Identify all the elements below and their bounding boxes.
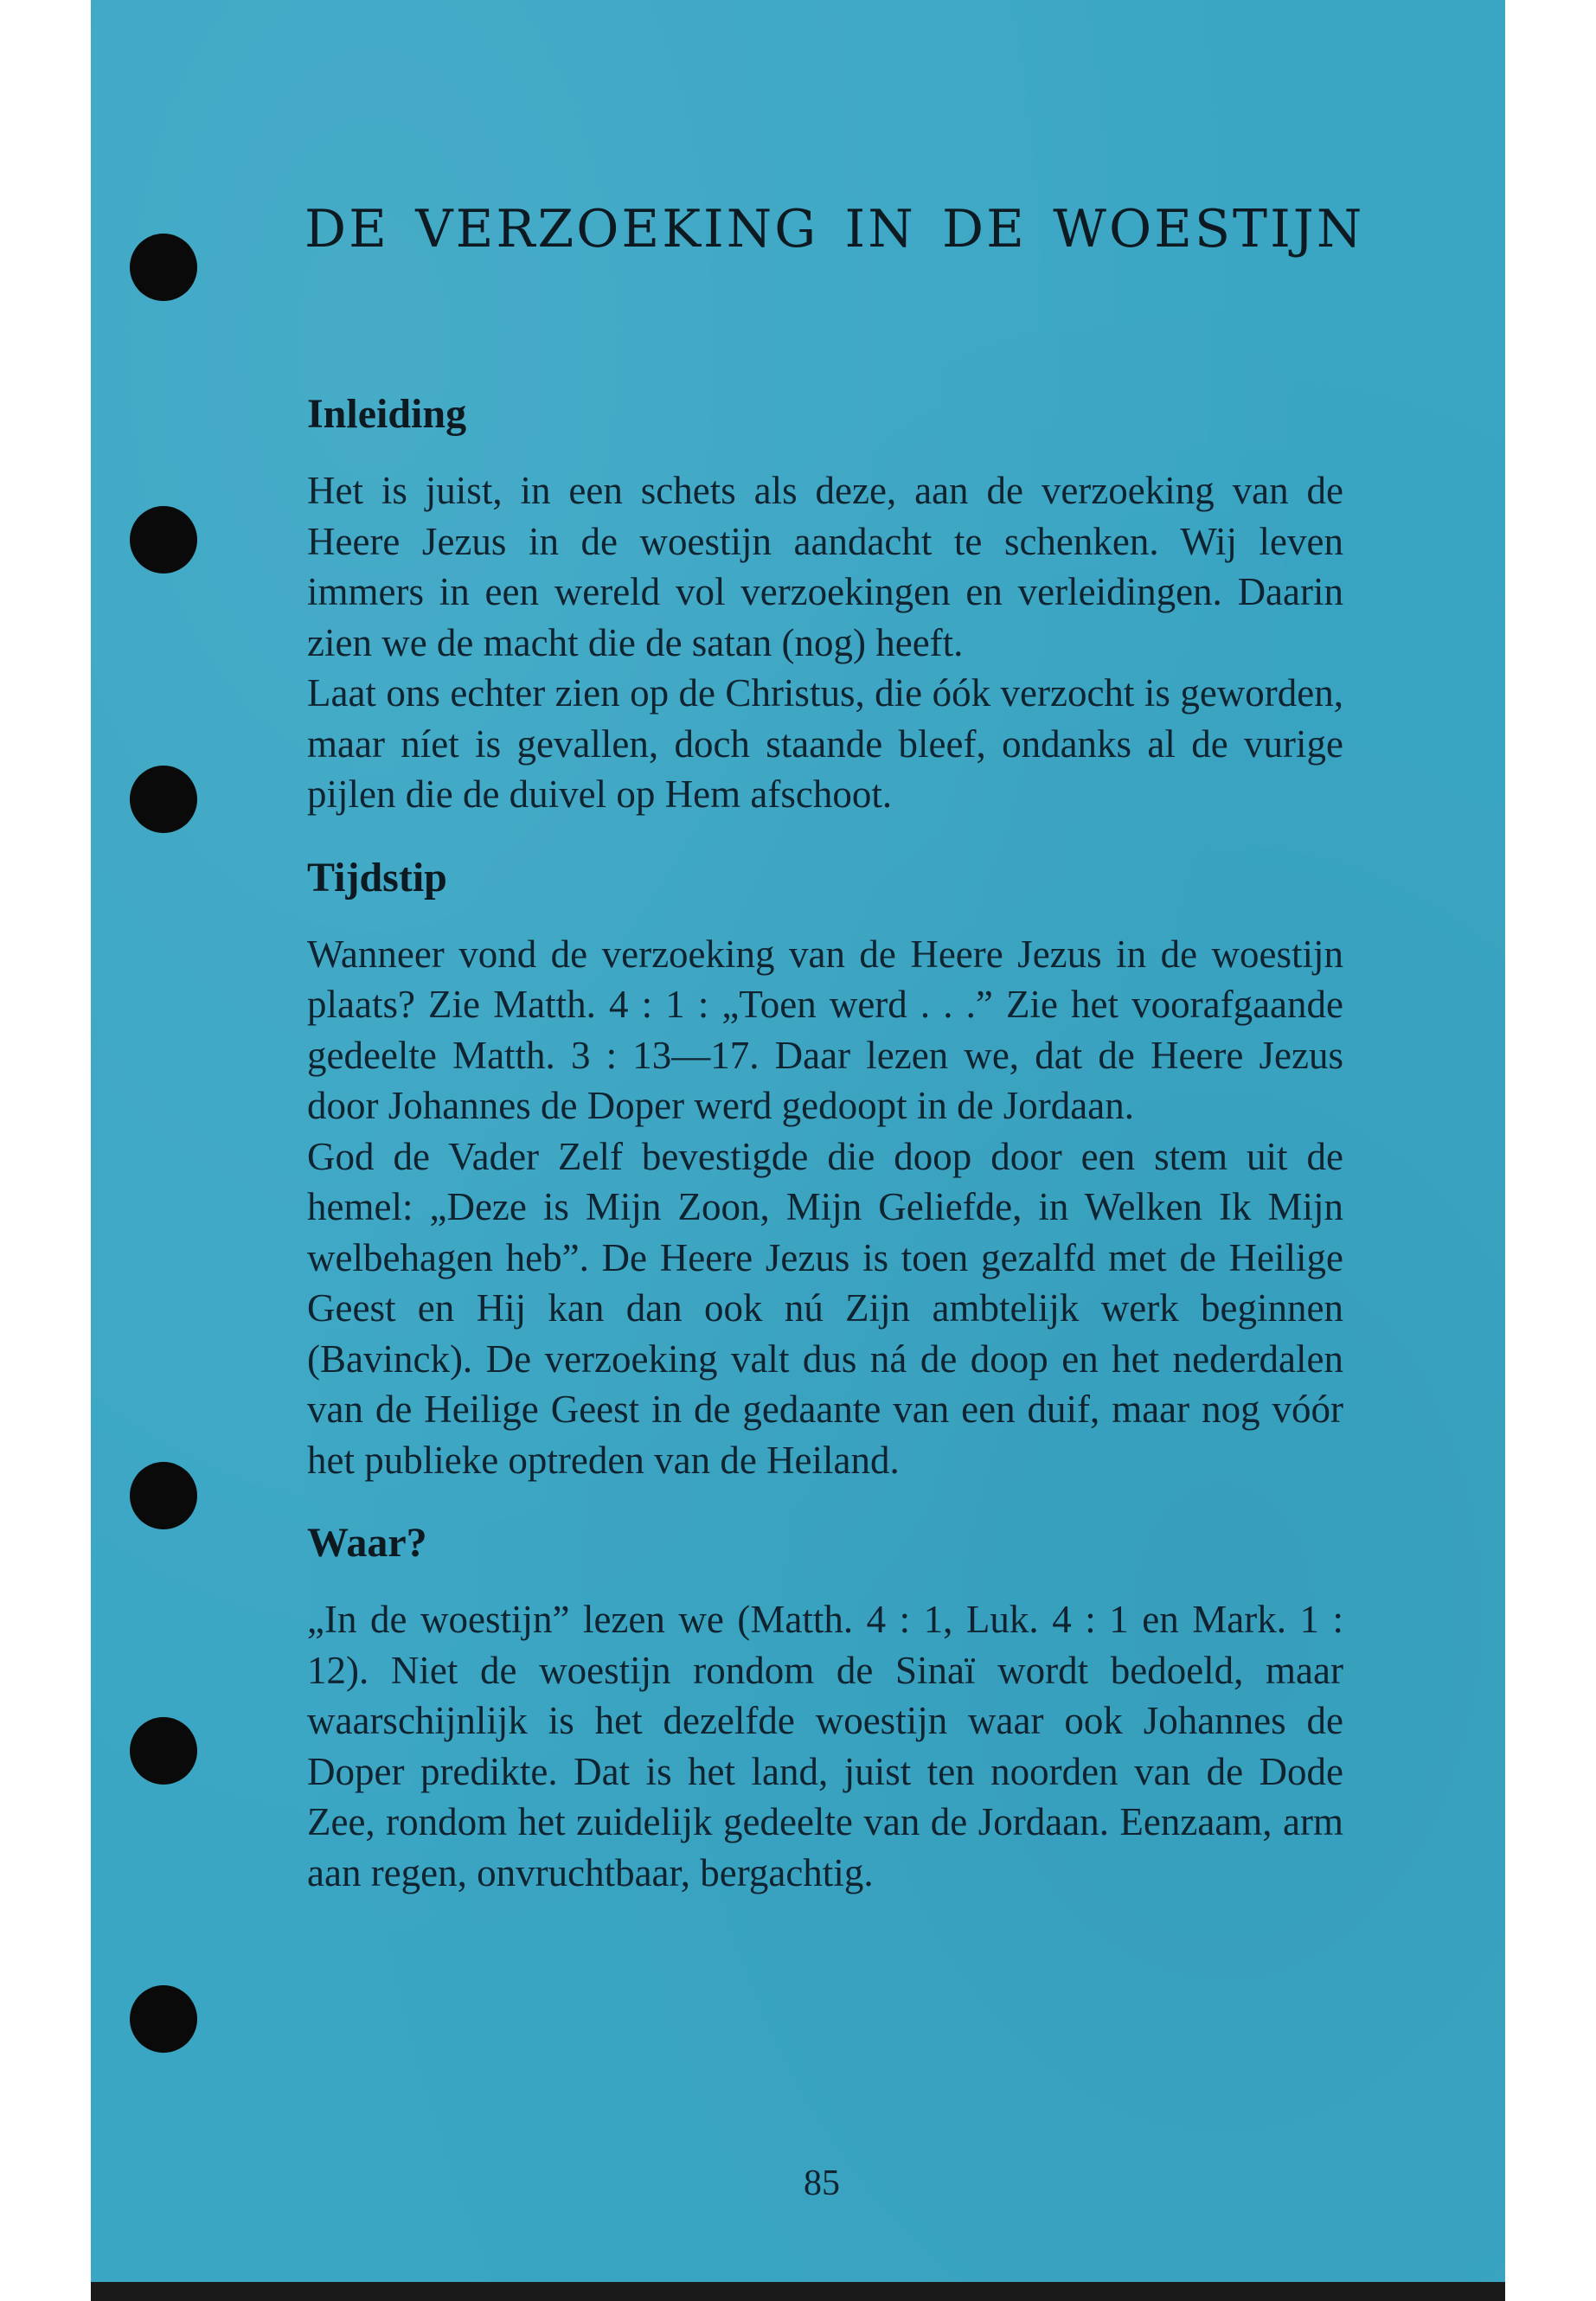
binder-hole — [130, 234, 197, 301]
main-text — [307, 389, 1343, 1898]
binder-hole — [130, 1717, 197, 1785]
section-heading-inleiding: Inleiding — [307, 391, 467, 437]
section-paragraph: Het is juist, in een schets als deze, aan de verzoeking van de Heere Jezus in de woestijn aandacht te schenken. Wij leven immers in een wereld vol verzoekingen en verleidingen. Daarin zien we de macht die de satan (nog) heeft. — [307, 469, 1343, 664]
section-paragraph: Laat ons echter zien op de Christus, die óók verzocht is geworden, maar níet is gevallen, doch staande bleef, ondanks al de vurige pijlen die de duivel op Hem afschoot. — [307, 671, 1343, 816]
binder-hole — [130, 1985, 197, 2053]
section-paragraph: „In de woestijn” lezen we (Matth. 4 : 1, Luk. 4 : 1 en Mark. 1 : 12). Niet de woestijn rondom de Sinaï wordt bedoeld, maar waarschijnlijk is het dezelfde woestijn waar ook Johannes de Doper predikte. Dat is het land, juist ten noorden van de Dode Zee, rondom het zuidelijk gedeelte van de Jordaan. Eenzaam, arm aan regen, onvruchtbaar, bergachtig. — [307, 1598, 1343, 1894]
page-number: 85 — [804, 2163, 840, 2203]
section-heading-tijdstip: Tijdstip — [307, 854, 447, 901]
section-paragraph: God de Vader Zelf bevestigde die doop door een stem uit de hemel: „Deze is Mijn Zoon, Mijn Geliefde, in Welken Ik Mijn welbehagen heb”. De Heere Jezus is toen gezalfd met de Heilige Geest en Hij kan dan ook nú Zijn ambtelijk werk beginnen (Bavinck). De verzoeking valt dus ná de doop en het nederdalen van de Heilige Geest in de gedaante van een duif, maar nog vóór het publieke optreden van de Heiland. — [307, 1134, 1343, 1482]
bottom-edge — [91, 2282, 1505, 2301]
binder-hole — [130, 766, 197, 833]
section-paragraph: Wanneer vond de verzoeking van de Heere Jezus in de woestijn plaats? Zie Matth. 4 : 1 : „Toen werd . . .” Zie het voorafgaande gedeelte Matth. 3 : 13—17. Daar lezen we, dat de Heere Jezus door Johannes de Doper werd gedoopt in de Jordaan. — [307, 932, 1343, 1127]
section-heading-waar: Waar? — [307, 1520, 427, 1566]
binder-hole — [130, 1462, 197, 1529]
binder-hole — [130, 506, 197, 574]
page-title: de verzoeking in de woestijn — [304, 178, 1365, 265]
